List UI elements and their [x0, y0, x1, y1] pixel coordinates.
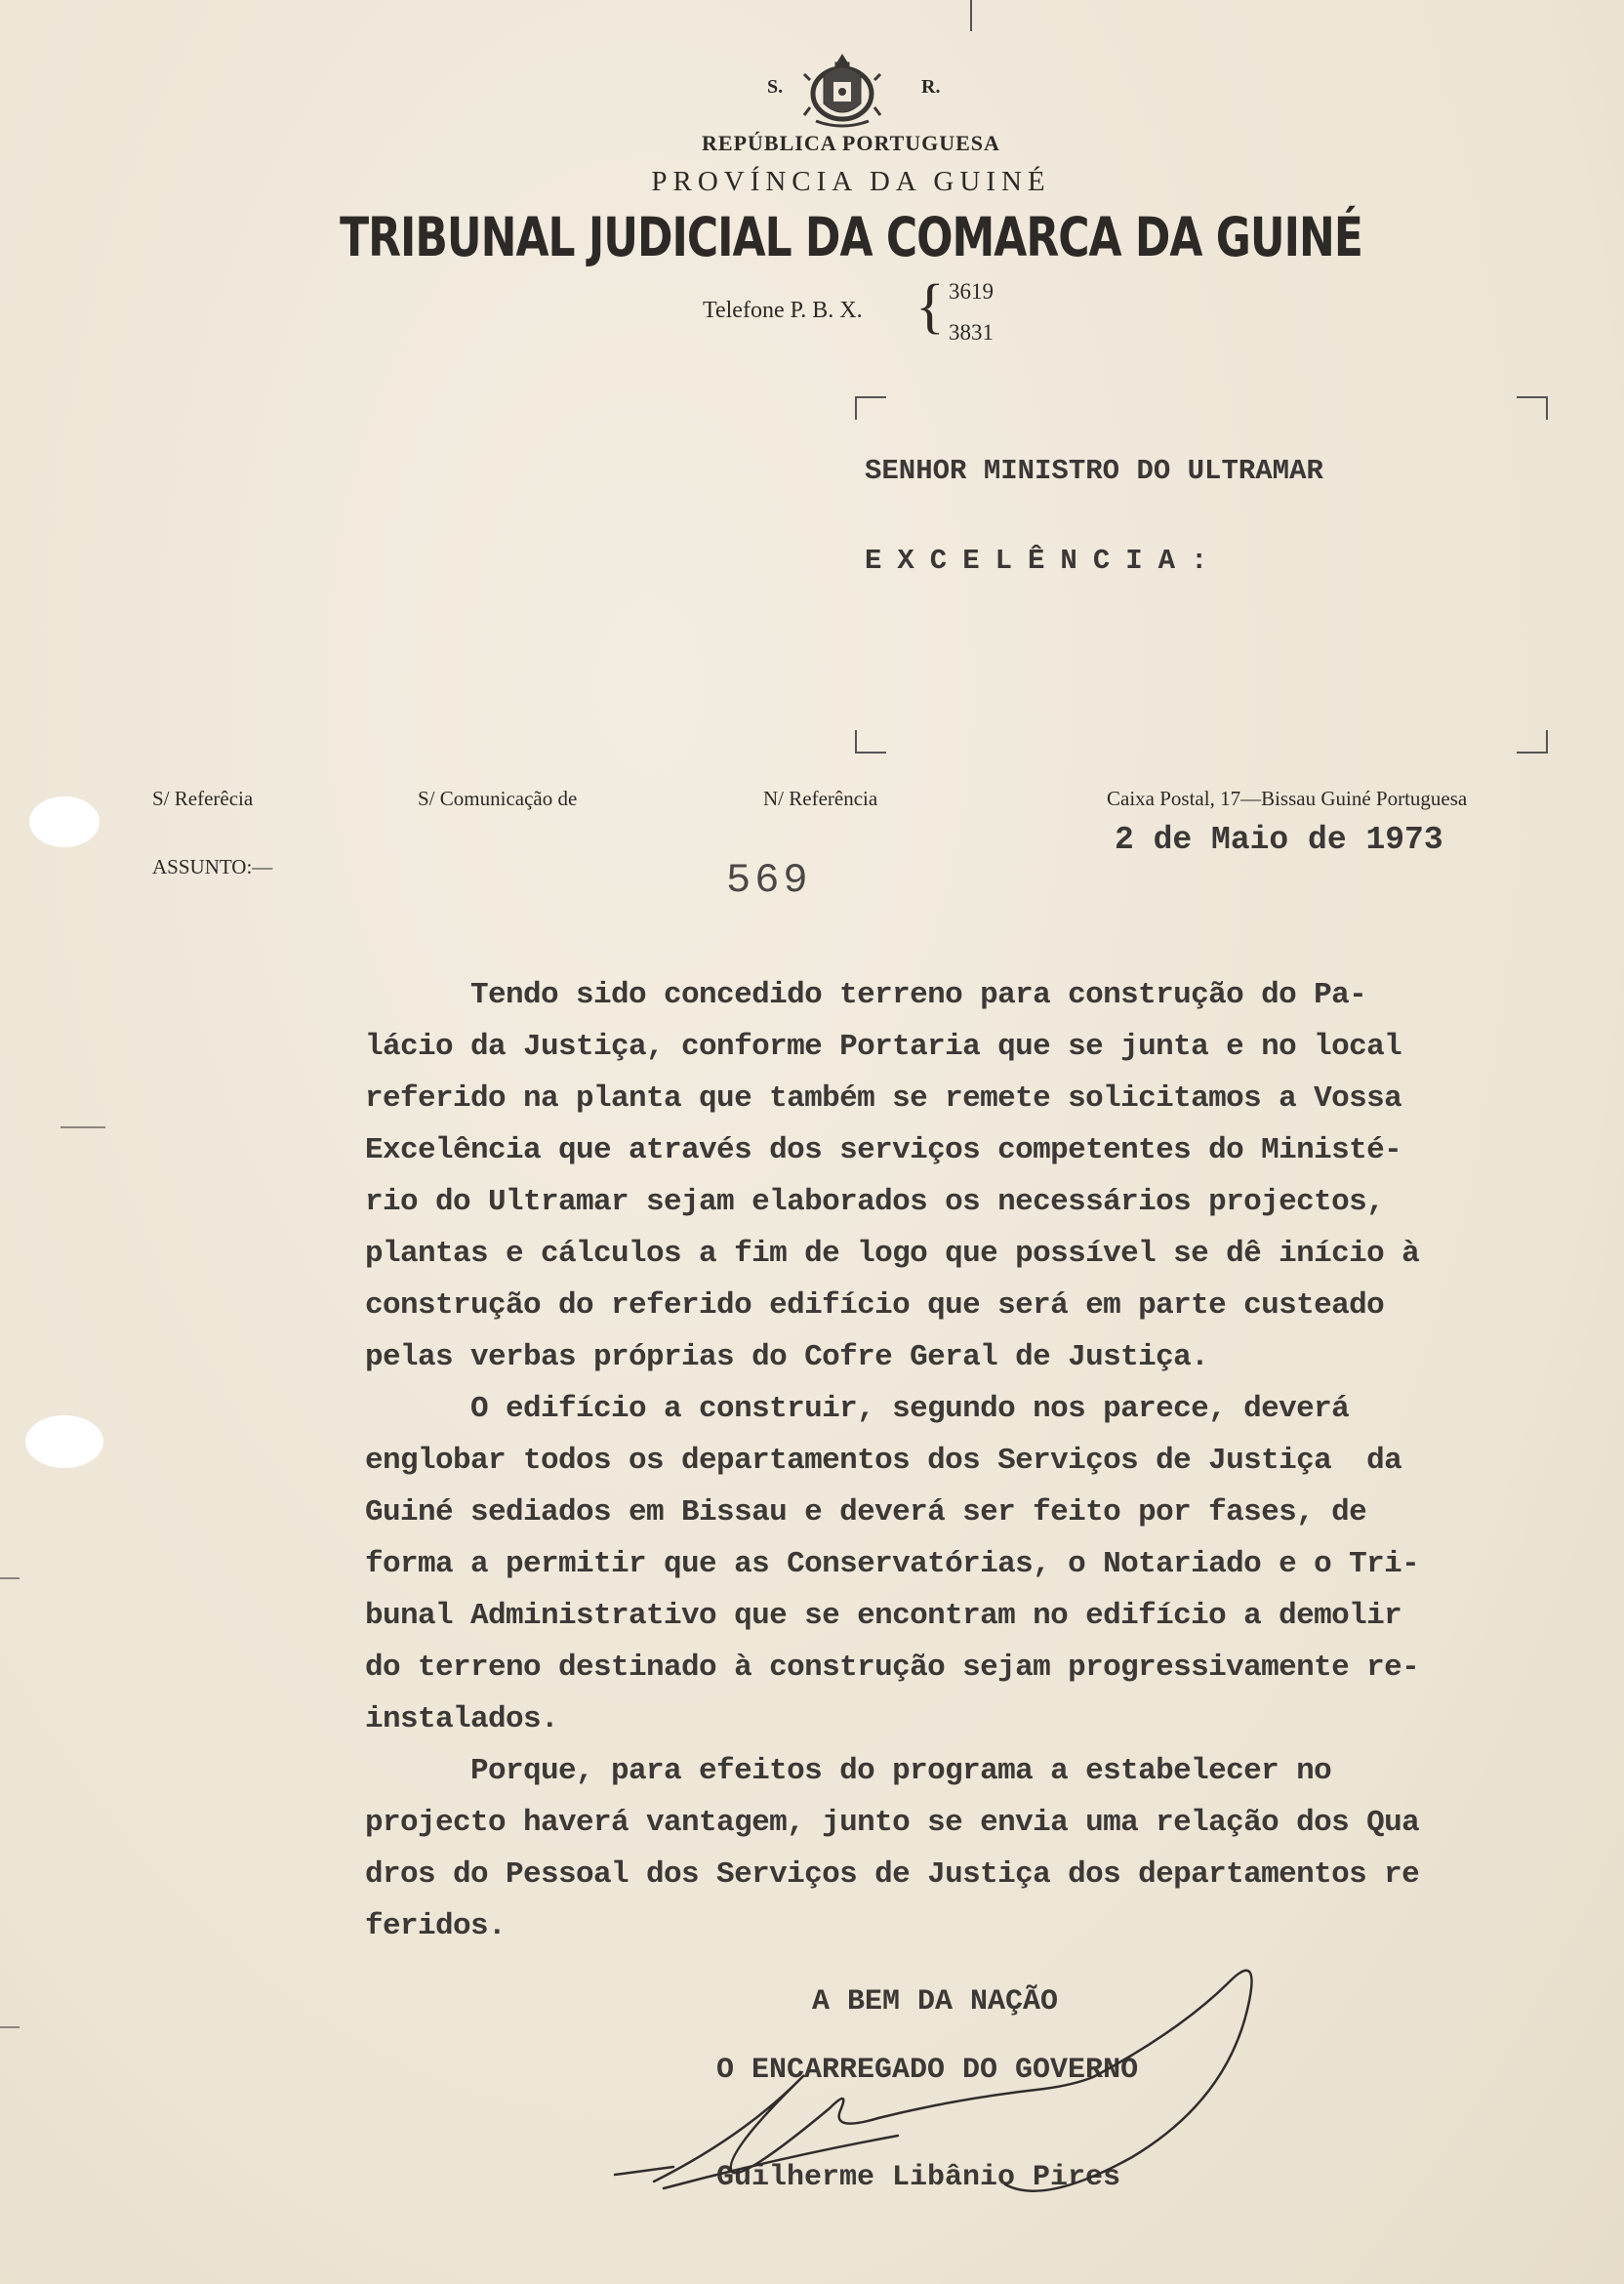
margin-tick — [61, 1126, 105, 1128]
addressee-line: SENHOR MINISTRO DO ULTRAMAR — [865, 455, 1323, 487]
address-corner-top-left — [855, 396, 886, 420]
republic-heading: REPÚBLICA PORTUGUESA — [702, 131, 1000, 155]
body-line: projecto haverá vantagem, junto se envia uma relação dos Qua — [365, 1806, 1420, 1840]
letterhead-left-letter: S. — [767, 76, 784, 98]
your-reference-label: S/ Referêcia — [152, 787, 254, 810]
subject-label: ASSUNTO:— — [152, 855, 273, 878]
salutation-line: EXCELÊNCIA: — [865, 545, 1224, 577]
signatory-role: O ENCARREGADO DO GOVERNO — [716, 2054, 1139, 2087]
tribunal-heading: TRIBUNAL JUDICIAL DA COMARCA DA GUINÉ — [340, 207, 1362, 269]
body-line: forma a permitir que as Conservatórias, o Notariado e o Tri- — [365, 1547, 1420, 1581]
our-reference-label: N/ Referência — [763, 787, 878, 810]
body-line: construção do referido edifício que será em parte custeado — [365, 1288, 1385, 1323]
body-line: Guiné sediados em Bissau e deverá ser feito por fases, de — [365, 1495, 1367, 1529]
signatory-name: Guilherme Libânio Pires — [716, 2161, 1121, 2194]
handwritten-signature — [586, 1962, 1269, 2206]
body-line: pelas verbas próprias do Cofre Geral de Justiça. — [365, 1340, 1209, 1374]
phone-label: Telefone P. B. X. — [703, 298, 863, 323]
margin-tick — [0, 2026, 20, 2028]
fold-mark — [970, 0, 972, 31]
phone-number-2: 3831 — [949, 320, 994, 345]
margin-tick — [0, 1577, 20, 1579]
punch-hole — [25, 1415, 103, 1468]
province-heading: PROVÍNCIA DA GUINÉ — [651, 166, 1051, 197]
body-line: Porque, para efeitos do programa a estabelecer no — [365, 1754, 1332, 1788]
body-line: O edifício a construir, segundo nos parece, deverá — [365, 1392, 1350, 1426]
body-line: feridos. — [365, 1909, 507, 1943]
phone-brace: { — [915, 273, 945, 340]
phone-number-1: 3619 — [949, 279, 994, 304]
coat-of-arms-emblem — [802, 51, 882, 129]
body-line: lácio da Justiça, conforme Portaria que se junta e no local — [365, 1030, 1402, 1064]
letter-date: 2 de Maio de 1973 — [1115, 822, 1443, 858]
address-corner-bottom-right — [1517, 730, 1548, 754]
body-line: rio do Ultramar sejam elaborados os necessários projectos, — [365, 1185, 1385, 1219]
body-line: englobar todos os departamentos dos Serviços de Justiça da — [365, 1444, 1402, 1478]
letterhead-right-letter: R. — [921, 76, 941, 98]
closing-salutation: A BEM DA NAÇÃO — [812, 1985, 1059, 2019]
punch-hole — [29, 796, 100, 847]
body-line: Tendo sido concedido terreno para construção do Pa- — [365, 978, 1367, 1012]
body-line: plantas e cálculos a fim de logo que possível se dê início à — [365, 1237, 1420, 1271]
address-corner-bottom-left — [855, 730, 886, 754]
body-line: referido na planta que também se remete solicitamos a Vossa — [365, 1081, 1402, 1116]
postal-address: Caixa Postal, 17—Bissau Guiné Portuguesa — [1107, 787, 1468, 810]
body-line: dros do Pessoal dos Serviços de Justiça dos departamentos re — [365, 1857, 1420, 1892]
body-line: Excelência que através dos serviços competentes do Ministé- — [365, 1133, 1402, 1167]
body-line: bunal Administrativo que se encontram no edifício a demolir — [365, 1599, 1402, 1633]
reference-number: 569 — [726, 857, 812, 904]
address-corner-top-right — [1517, 396, 1548, 420]
your-communication-label: S/ Comunicação de — [418, 787, 578, 810]
body-line: do terreno destinado à construção sejam progressivamente re- — [365, 1651, 1420, 1685]
body-line: instalados. — [365, 1702, 559, 1736]
